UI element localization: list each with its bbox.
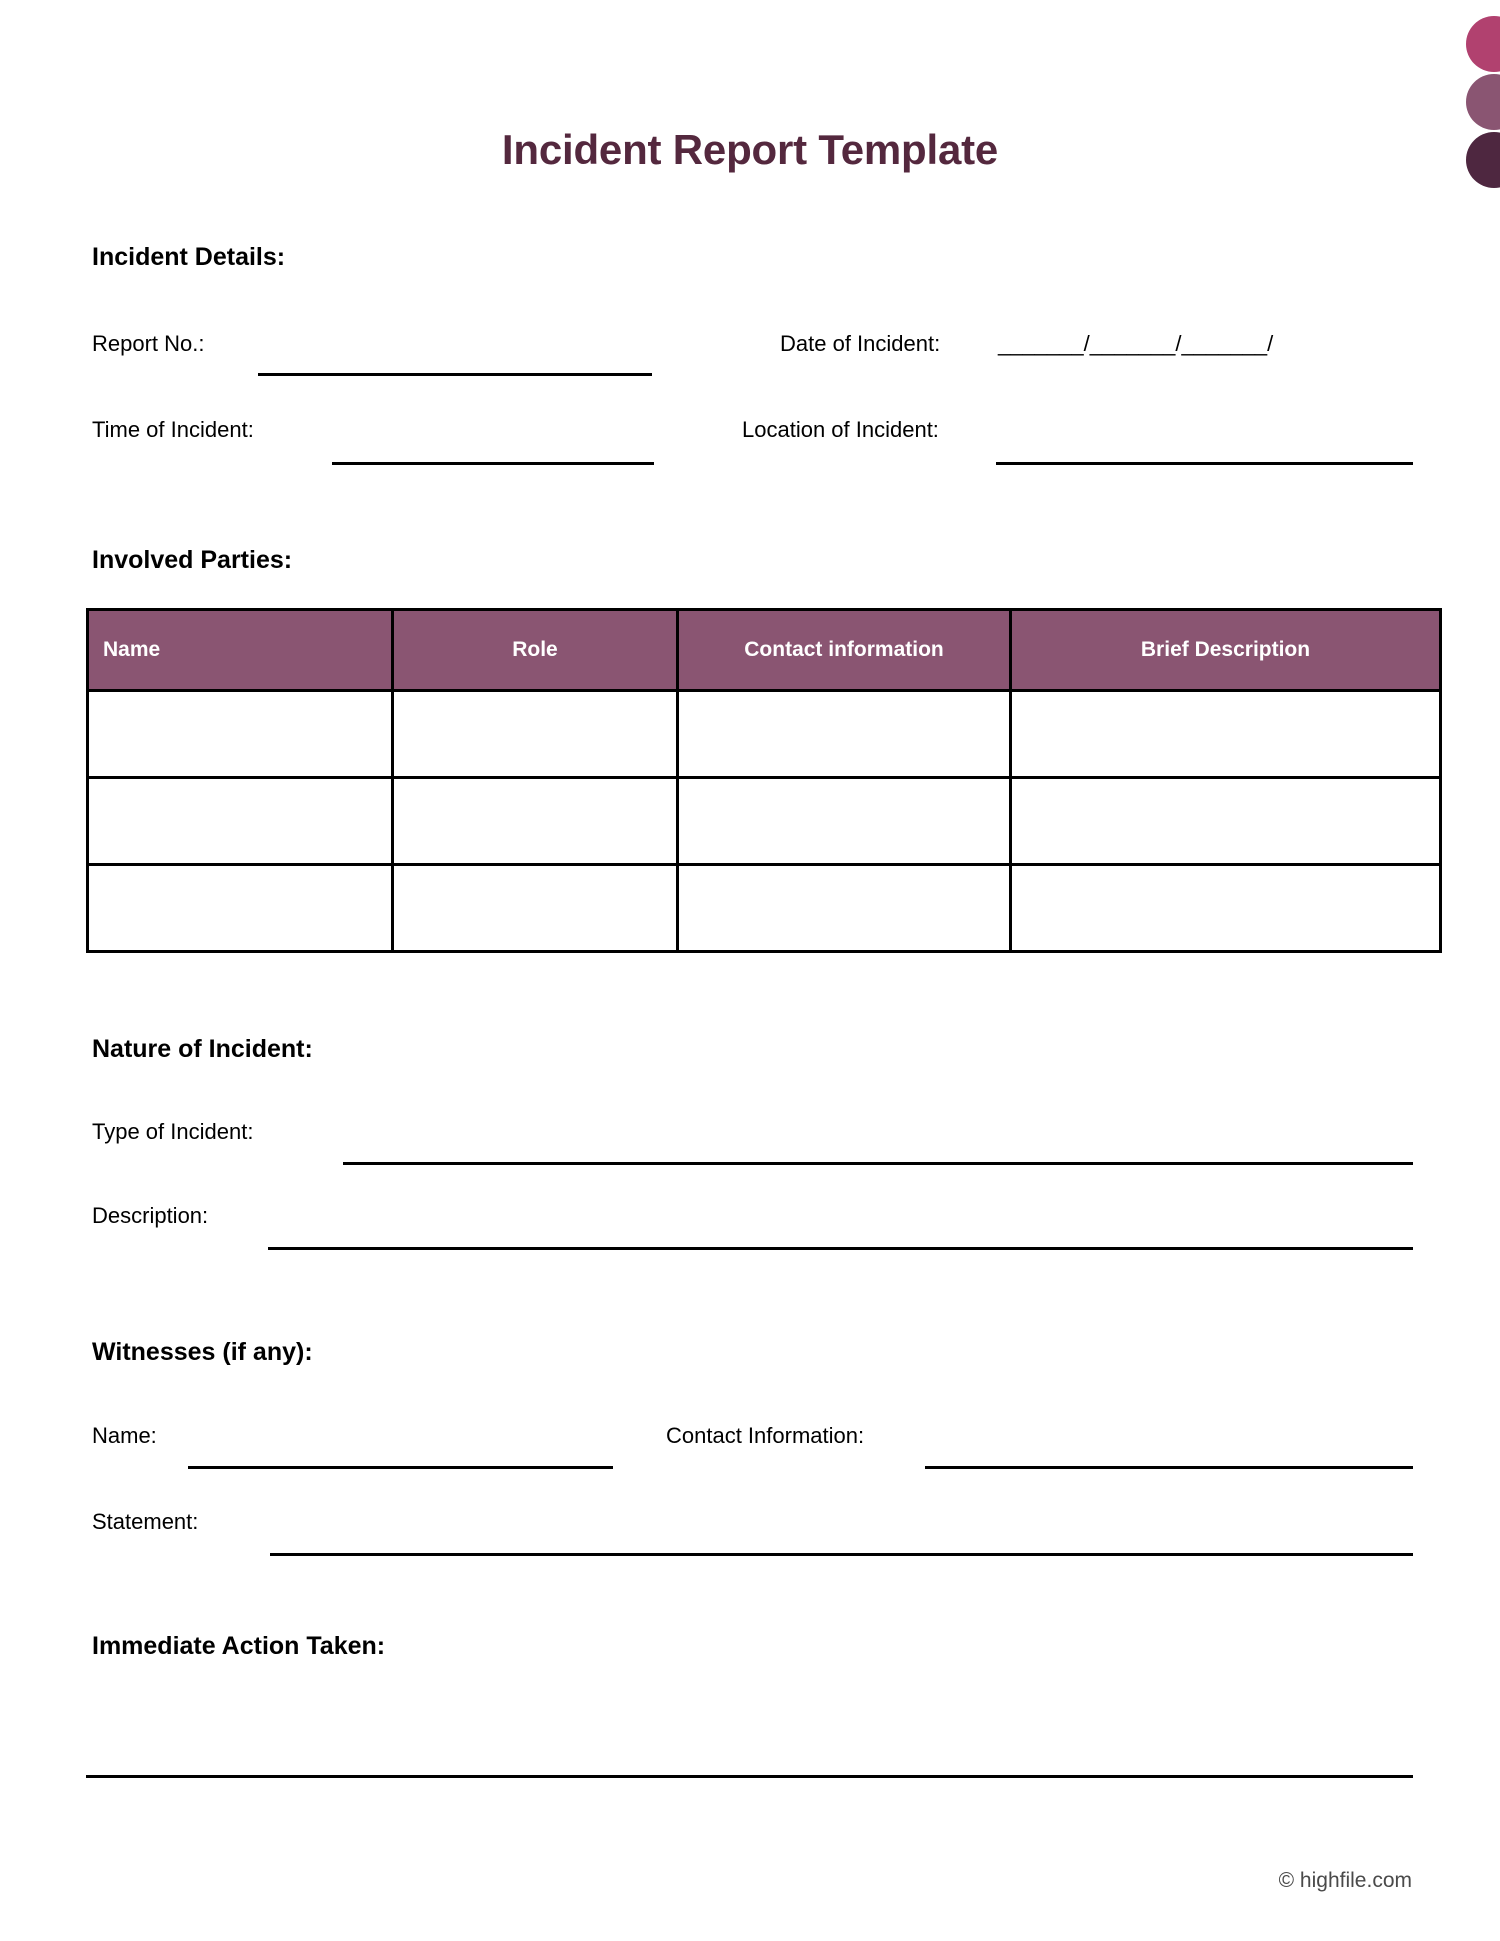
label-report-no: Report No.: [92, 331, 205, 356]
cell-brief-description[interactable] [1011, 865, 1441, 952]
column-header-brief-description: Brief Description [1011, 610, 1441, 691]
input-date-of-incident[interactable]: _______/_______/_______/ [998, 331, 1274, 356]
section-heading-immediate-action-taken: Immediate Action Taken: [92, 1632, 386, 1660]
label-type-of-incident: Type of Incident: [92, 1119, 254, 1144]
label-witness-name: Name: [92, 1423, 157, 1448]
cell-brief-description[interactable] [1011, 691, 1441, 778]
cell-contact-information[interactable] [678, 865, 1011, 952]
table-row [88, 691, 1441, 778]
column-header-role: Role [393, 610, 678, 691]
label-witness-statement: Statement: [92, 1509, 199, 1534]
input-location-of-incident[interactable] [996, 462, 1413, 465]
cell-contact-information[interactable] [678, 691, 1011, 778]
input-report-no[interactable] [258, 373, 652, 376]
label-date-of-incident: Date of Incident: [780, 331, 941, 356]
section-heading-witnesses: Witnesses (if any): [92, 1338, 313, 1366]
input-description[interactable] [268, 1247, 1413, 1250]
label-witness-contact-information: Contact Information: [666, 1423, 865, 1448]
column-header-name: Name [88, 610, 393, 691]
footer-credit: © highfile.com [1278, 1869, 1412, 1892]
involved-parties-table [86, 608, 1442, 953]
input-type-of-incident[interactable] [343, 1162, 1413, 1165]
section-heading-involved-parties: Involved Parties: [92, 546, 293, 574]
label-location-of-incident: Location of Incident: [742, 417, 939, 442]
table-header-row [88, 610, 1441, 691]
table-row [88, 778, 1441, 865]
input-witness-contact-information[interactable] [925, 1466, 1413, 1469]
cell-role[interactable] [393, 691, 678, 778]
page-title: Incident Report Template [501, 126, 999, 173]
dot-magenta-icon [1466, 16, 1500, 72]
cell-name[interactable] [88, 778, 393, 865]
dot-mauve-icon [1466, 74, 1500, 130]
section-heading-incident-details: Incident Details: [92, 243, 286, 271]
label-description: Description: [92, 1203, 209, 1228]
cell-name[interactable] [88, 865, 393, 952]
cell-role[interactable] [393, 865, 678, 952]
input-immediate-action-taken[interactable] [86, 1775, 1413, 1778]
cell-role[interactable] [393, 778, 678, 865]
input-witness-statement[interactable] [270, 1553, 1413, 1556]
decorative-dots [1430, 0, 1500, 220]
label-time-of-incident: Time of Incident: [92, 417, 254, 442]
input-time-of-incident[interactable] [332, 462, 654, 465]
section-heading-nature-of-incident: Nature of Incident: [92, 1035, 313, 1063]
table-row [88, 865, 1441, 952]
cell-brief-description[interactable] [1011, 778, 1441, 865]
cell-name[interactable] [88, 691, 393, 778]
cell-contact-information[interactable] [678, 778, 1011, 865]
column-header-contact-information: Contact information [678, 610, 1011, 691]
input-witness-name[interactable] [188, 1466, 613, 1469]
